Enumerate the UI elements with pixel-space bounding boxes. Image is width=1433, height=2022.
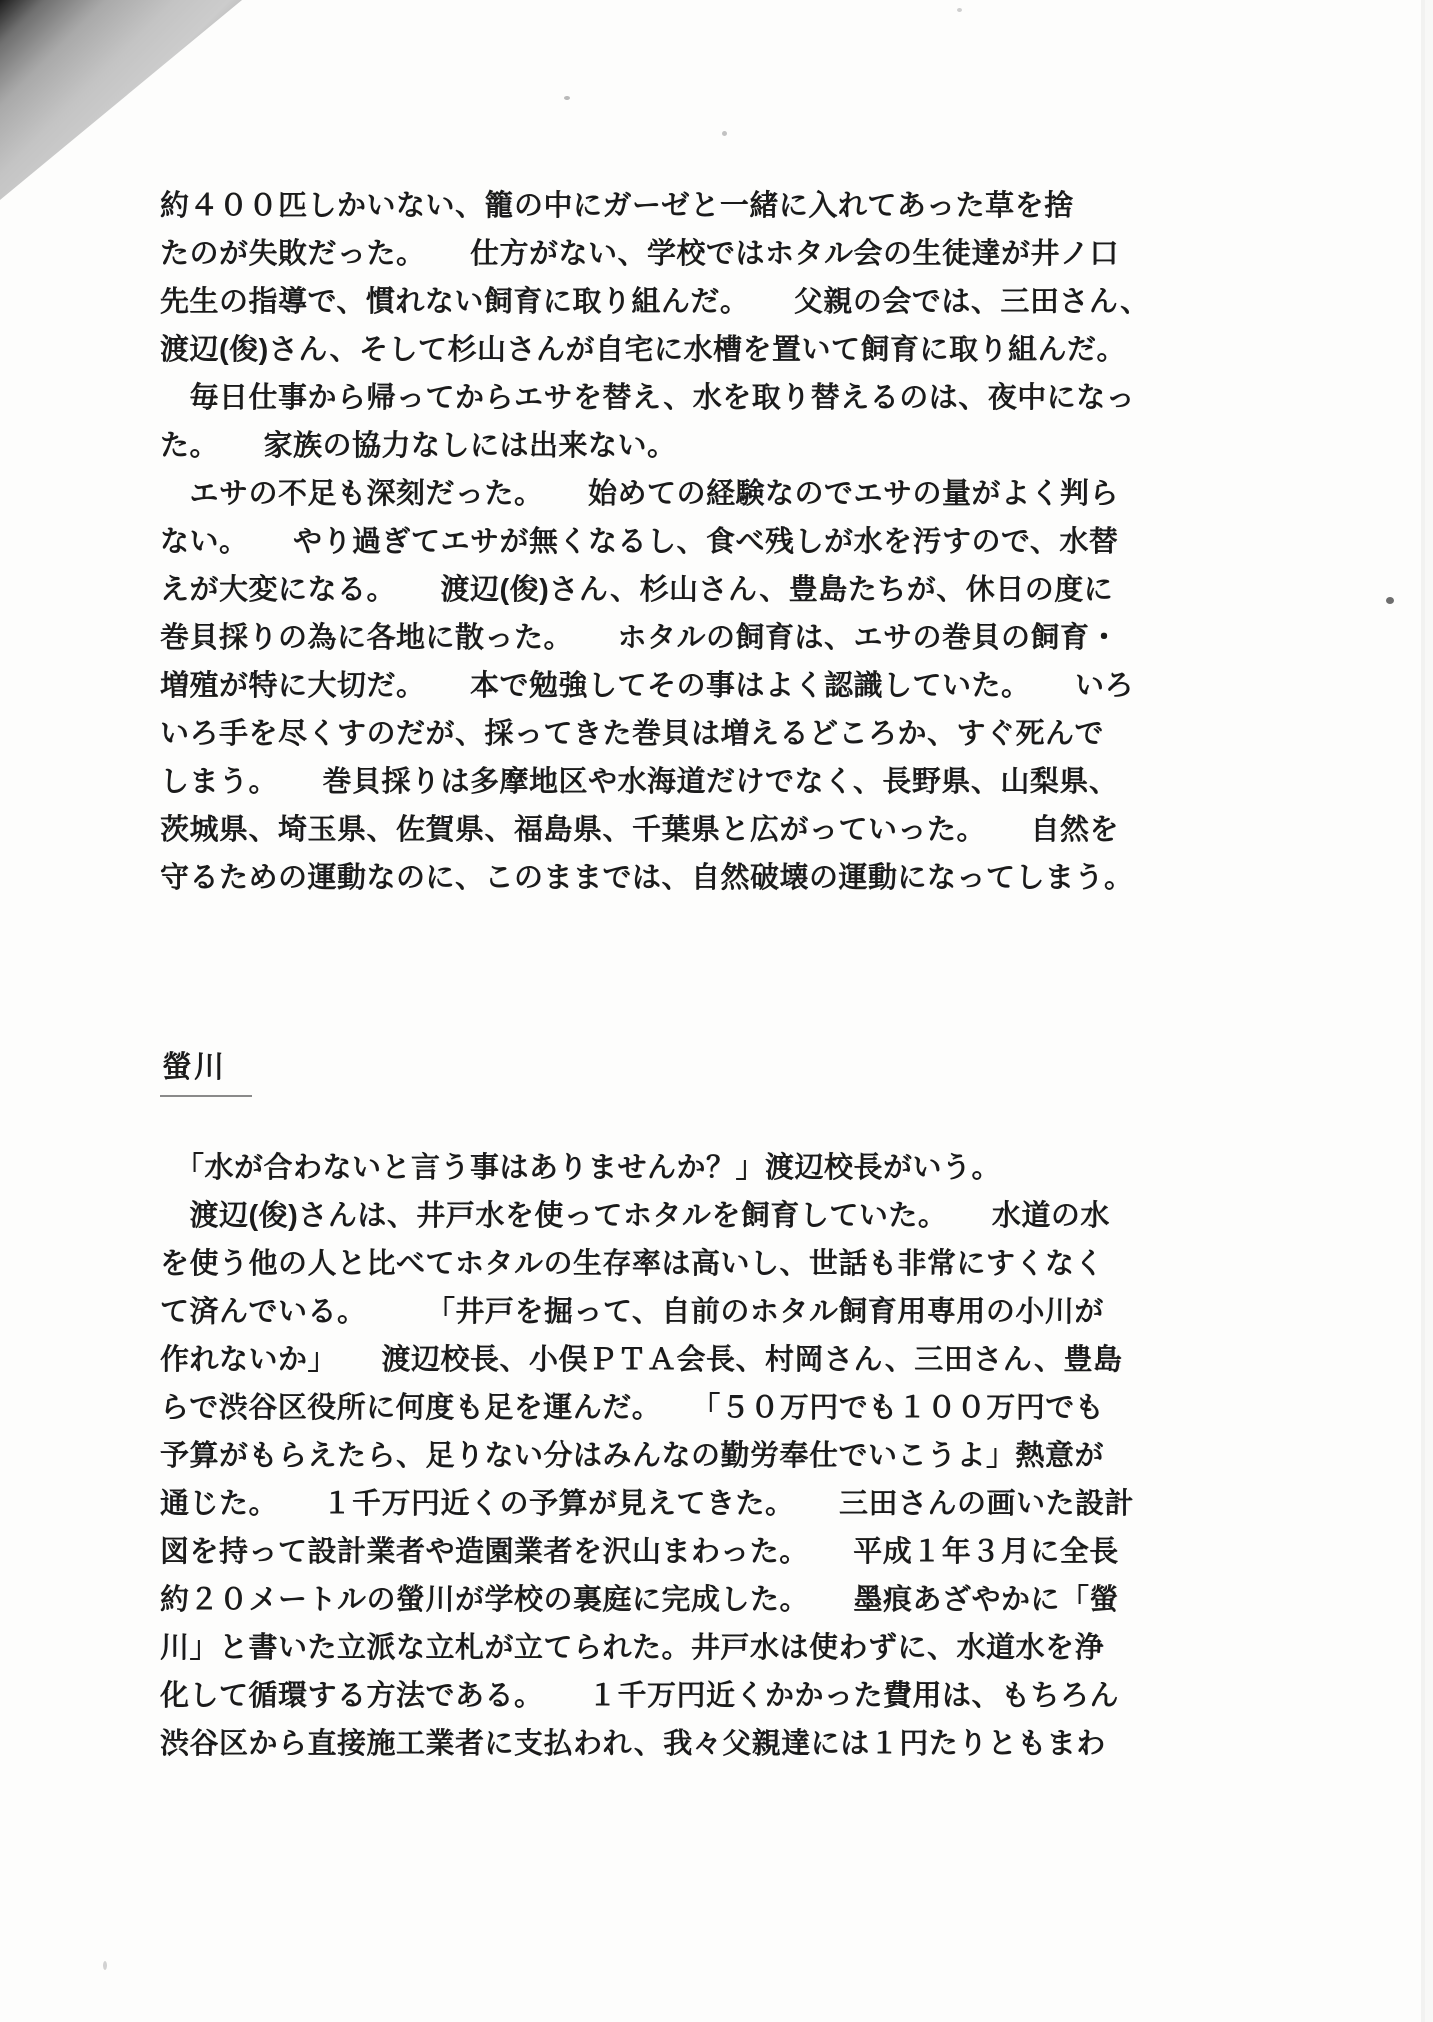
section-heading: 螢川 [160, 1048, 252, 1097]
text-line: 増殖が特に大切だ。 本で勉強してその事はよく認識していた。 いろ [160, 670, 1135, 702]
scan-corner-fold-artifact [0, 0, 242, 200]
text-line: 茨城県、埼玉県、佐賀県、福島県、千葉県と広がっていった。 自然を [160, 814, 1120, 846]
text-line: 図を持って設計業者や造園業者を沢山まわった。 平成１年３月に全長 [160, 1536, 1119, 1568]
text-line: 渡辺(俊)さんは、井戸水を使ってホタルを飼育していた。 水道の水 [160, 1200, 1110, 1232]
text-line: を使う他の人と比べてホタルの生存率は高いし、世話も非常にすくなく [160, 1248, 1105, 1280]
text-line: いろ手を尽くすのだが、採ってきた巻貝は増えるどころか、すぐ死んで [160, 718, 1105, 750]
text-line: 渋谷区から直接施工業者に支払われ、我々父親達には１円たりともまわ [160, 1728, 1106, 1760]
text-line: 約４００匹しかいない、籠の中にガーゼと一緒に入れてあった草を捨 [160, 190, 1074, 222]
scan-speck [1386, 597, 1394, 604]
text-line: えが大変になる。 渡辺(俊)さん、杉山さん、豊島たちが、休日の度に [160, 574, 1114, 606]
text-line: らで渋谷区役所に何度も足を運んだ。 「５０万円でも１００万円でも [160, 1392, 1105, 1424]
paragraph-block-1 [160, 182, 1220, 902]
text-line: 川」と書いた立派な立札が立てられた。井戸水は使わずに、水道水を浄 [160, 1632, 1105, 1664]
text-line: 予算がもらえたら、足りない分はみんなの勤労奉仕でいこうよ」熱意が [160, 1440, 1105, 1472]
scan-speck [722, 131, 727, 136]
text-line: て済んでいる。 「井戸を掘って、自前のホタル飼育用専用の小川が [160, 1296, 1104, 1328]
text-line: 化して循環する方法である。 １千万円近くかかった費用は、もちろん [160, 1680, 1120, 1712]
text-line: 「水が合わないと言う事はありませんか？」渡辺校長がいう。 [160, 1152, 1002, 1184]
text-line: エサの不足も深刻だった。 始めての経験なのでエサの量がよく判ら [160, 478, 1120, 510]
text-line: 約２０メートルの螢川が学校の裏庭に完成した。 墨痕あざやかに「螢 [160, 1584, 1120, 1616]
text-line: しまう。 巻貝採りは多摩地区や水海道だけでなく、長野県、山梨県、 [160, 766, 1119, 798]
text-line: 通じた。 １千万円近くの予算が見えてきた。 三田さんの画いた設計 [160, 1488, 1135, 1520]
text-line: ない。 やり過ぎてエサが無くなるし、食べ残しが水を汚すので、水替 [160, 526, 1119, 558]
scan-speck [564, 96, 570, 100]
text-line: 作れないか」 渡辺校長、小俣ＰＴＡ会長、村岡さん、三田さん、豊島 [160, 1344, 1123, 1376]
section-heading-wrap [160, 1048, 252, 1097]
scan-speck [103, 1961, 107, 1970]
text-line: 守るための運動なのに、このままでは、自然破壊の運動になってしまう。 [160, 862, 1134, 894]
text-line: 巻貝採りの為に各地に散った。 ホタルの飼育は、エサの巻貝の飼育・ [160, 622, 1120, 654]
text-line: 毎日仕事から帰ってからエサを替え、水を取り替えるのは、夜中になっ [160, 382, 1136, 414]
scan-speck [957, 8, 962, 12]
scan-edge-band [1425, 0, 1433, 2022]
paragraph-block-2 [160, 1144, 1220, 1768]
text-line: 渡辺(俊)さん、そして杉山さんが自宅に水槽を置いて飼育に取り組んだ。 [160, 334, 1127, 366]
text-line: た。 家族の協力なしには出来ない。 [160, 430, 677, 462]
text-line: たのが失敗だった。 仕方がない、学校ではホタル会の生徒達が井ノ口 [160, 238, 1120, 270]
text-line: 先生の指導で、慣れない飼育に取り組んだ。 父親の会では、三田さん、 [160, 286, 1150, 318]
